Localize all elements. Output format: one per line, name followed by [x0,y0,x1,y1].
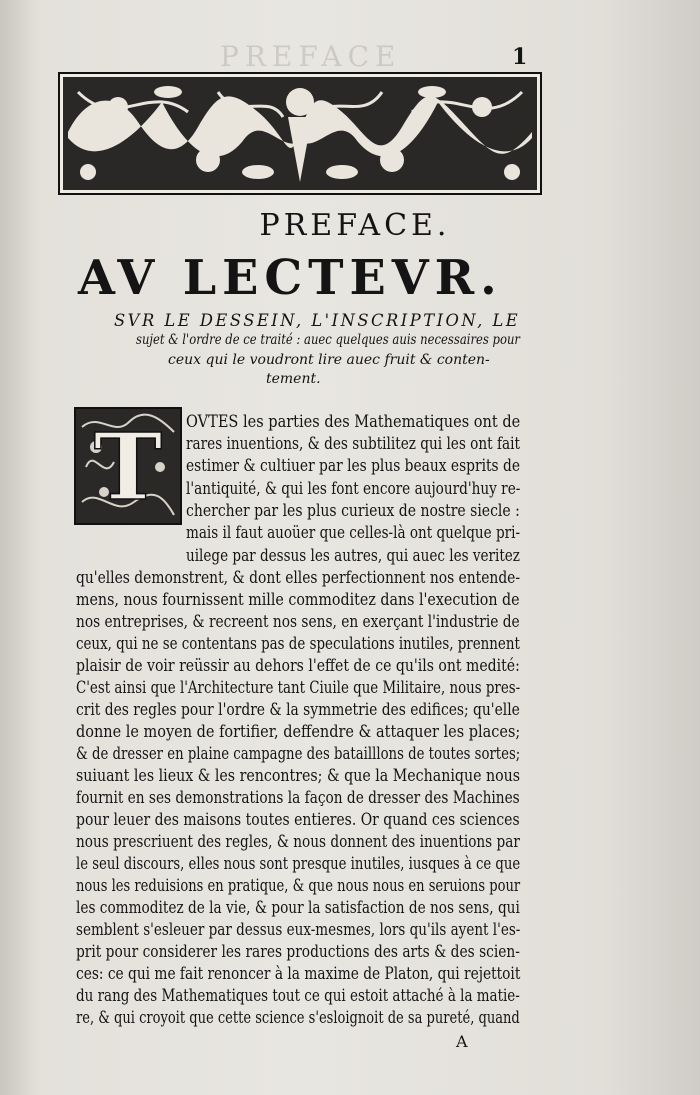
decorated-initial [74,407,182,525]
subtitle-line: sujet & l'ordre de ce traité : auec quelques auis necessaires pour [136,332,520,348]
body-line: du rang des Mathematiques tout ce qui estoit attaché à la matie- [76,986,520,1005]
body-line: mais il faut auoüer que celles-là ont quelque pri- [186,523,521,542]
title-preface: PREFACE. [259,208,451,243]
body-line: nous les reduisions en pratique, & que nous nous en seruions pour [76,876,521,895]
ornamental-headpiece [58,72,542,195]
body-line: OVTES les parties des Mathematiques ont de [186,412,521,431]
body-line: rares inuentions, & des subtilitez qui les ont fait [186,434,520,453]
body-line: fournit en ses demonstrations la façon de dresser des Machines [76,788,520,807]
dropcap-letter: T [93,413,163,521]
body-line: les commoditez de la vie, & pour la satisfaction de nos sens, qui [76,898,520,917]
body-line: nous prescriuent des regles, & nous donnent des inuentions par [76,832,520,851]
body-line: pour leuer des maisons toutes entieres. Or quand ces sciences [76,810,520,829]
body-line: crit des regles pour l'ordre & la symmetrie des edifices; qu'elle [76,700,520,719]
body-line: qu'elles demonstrent, & dont elles perfectionnent nos entende- [76,568,521,587]
body-line: nos entreprises, & recreent nos sens, en exerçant l'industrie de [76,612,520,631]
body-line: l'antiquité, & qui les font encore aujourd'huy re- [186,479,521,498]
body-line: ces: ce qui me fait renoncer à la maxime de Platon, qui rejettoit [76,964,521,983]
page-number: 1 [512,44,528,70]
body-line: ceux, qui ne se contentans pas de speculations inutiles, prennent [76,634,520,653]
body-line: plaisir de voir reüssir au dehors l'effet de ce qu'ils ont medité: [76,656,520,675]
subtitle-caps: SVR LE DESSEIN, L'INSCRIPTION, LE [114,311,521,331]
subtitle-line: ceux qui le voudront lire auec fruit & conten- [168,352,490,368]
body-line: estimer & cultiuer par les plus beaux esprits de [186,456,520,475]
body-line: re, & qui croyoit que cette science s'esloignoit de sa pureté, quand [76,1008,520,1027]
body-line: mens, nous fournissent mille commoditez dans l'execution de [76,590,520,609]
body-line: prit pour considerer les rares productions des arts & des scien- [76,942,520,961]
body-line: le seul discours, elles nous sont presque inutiles, iusques à ce que [76,854,521,873]
body-line: semblent s'esleuer par dessus eux-mesmes, lors qu'ils ayent l'es- [76,920,521,939]
title-main: AV LECTEVR. [78,250,503,306]
catchword: A [456,1032,468,1051]
body-line: chercher par les plus curieux de nostre siecle : [186,501,520,520]
body-line: C'est ainsi que l'Architecture tant Ciuile que Militaire, nous pres- [76,678,521,697]
bleed-through-text: PREFACE [220,40,402,73]
body-line: donne le moyen de fortifier, deffendre & attaquer les places; [76,722,521,741]
subtitle-line: tement. [266,371,321,387]
body-line: suiuant les lieux & les rencontres; & que la Mechanique nous [76,766,521,785]
body-line: & de dresser en plaine campagne des batailllons de toutes sortes; [76,744,521,763]
body-line: uilege par dessus les autres, qui auec les veritez [186,546,520,565]
